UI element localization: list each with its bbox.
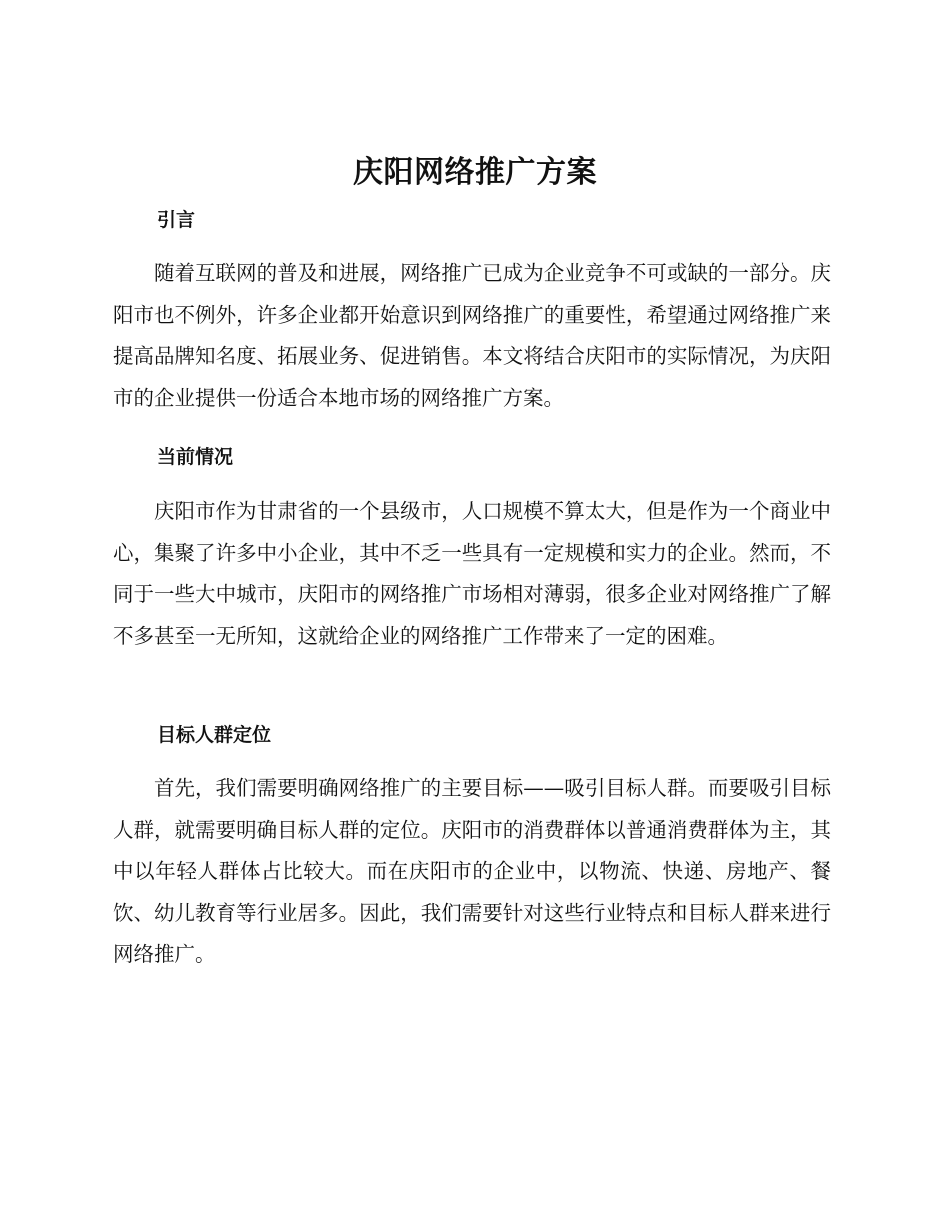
section-paragraph-target-audience: 首先，我们需要明确网络推广的主要目标——吸引目标人群。而要吸引目标人群，就需要明确目标人群的定位。庆阳市的消费群体以普通消费群体为主，其中以年轻人群体占比较大。而在庆阳市的企业中，以物流、快递、房地产、餐饮、幼儿教育等行业居多。因此，我们需要针对这些行业特点和目标人群来进行网络推广。	[113, 776, 831, 967]
section-paragraph-introduction: 随着互联网的普及和进展，网络推广已成为企业竞争不可或缺的一部分。庆阳市也不例外，许多企业都开始意识到网络推广的重要性，希望通过网络推广来提高品牌知名度、拓展业务、促进销售。本文将结合庆阳市的实际情况，为庆阳市的企业提供一份适合本地市场的网络推广方案。	[113, 261, 831, 410]
section-paragraph-current-situation: 庆阳市作为甘肃省的一个县级市，人口规模不算太大，但是作为一个商业中心，集聚了许多中小企业，其中不乏一些具有一定规模和实力的企业。然而，不同于一些大中城市，庆阳市的网络推广市场相对薄弱，很多企业对网络推广了解不多甚至一无所知，这就给企业的网络推广工作带来了一定的困难。	[113, 499, 831, 648]
section-heading-target-audience: 目标人群定位	[157, 724, 272, 746]
document-title: 庆阳网络推广方案	[353, 155, 597, 190]
section-heading-introduction: 引言	[157, 209, 196, 231]
section-heading-current-situation: 当前情况	[157, 446, 234, 468]
